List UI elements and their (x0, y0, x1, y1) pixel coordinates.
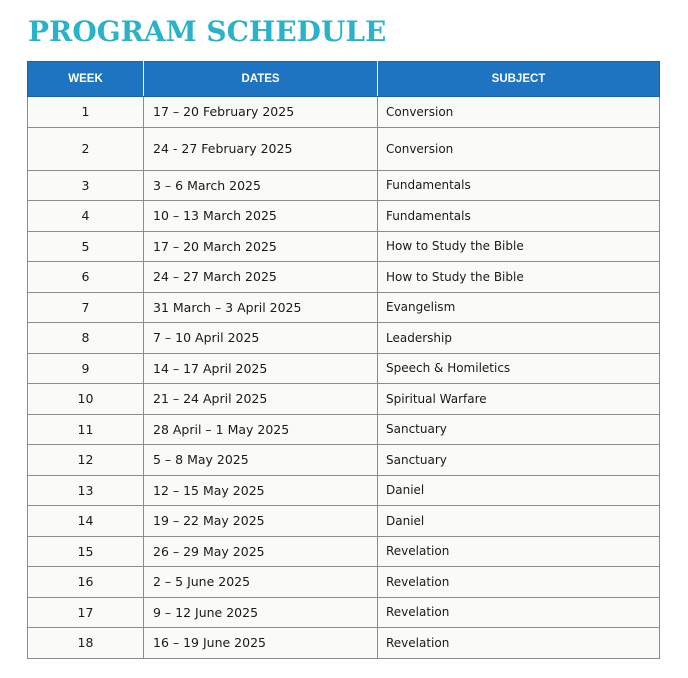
week-cell: 3 (28, 170, 144, 201)
week-cell: 5 (28, 231, 144, 262)
table-row (28, 475, 660, 506)
dates-cell: 17 – 20 March 2025 (144, 231, 378, 262)
dates-cell: 3 – 6 March 2025 (144, 170, 378, 201)
dates-cell: 26 – 29 May 2025 (144, 536, 378, 567)
table-row (28, 231, 660, 262)
dates-cell: 5 – 8 May 2025 (144, 445, 378, 476)
page-title: PROGRAM SCHEDULE (28, 15, 387, 48)
subject-cell: How to Study the Bible (378, 231, 660, 262)
table-row (28, 414, 660, 445)
table-row (28, 201, 660, 232)
week-cell: 8 (28, 323, 144, 354)
table-row (28, 628, 660, 659)
subject-cell: Conversion (378, 127, 660, 170)
subject-cell: Revelation (378, 567, 660, 598)
subject-cell: Sanctuary (378, 445, 660, 476)
table-row (28, 445, 660, 476)
dates-cell: 14 – 17 April 2025 (144, 353, 378, 384)
subject-cell: Leadership (378, 323, 660, 354)
dates-cell: 31 March – 3 April 2025 (144, 292, 378, 323)
table-row (28, 262, 660, 293)
table-row (28, 127, 660, 170)
table-row (28, 292, 660, 323)
week-cell: 17 (28, 597, 144, 628)
table-row (28, 536, 660, 567)
column-header-dates: DATES (144, 62, 378, 97)
week-cell: 12 (28, 445, 144, 476)
table-row (28, 97, 660, 128)
table-row (28, 384, 660, 415)
week-cell: 1 (28, 97, 144, 128)
week-cell: 4 (28, 201, 144, 232)
week-cell: 15 (28, 536, 144, 567)
table-row (28, 567, 660, 598)
dates-cell: 16 – 19 June 2025 (144, 628, 378, 659)
schedule-table-header (28, 62, 660, 97)
table-row (28, 353, 660, 384)
header-row (28, 62, 660, 97)
dates-cell: 17 – 20 February 2025 (144, 97, 378, 128)
week-cell: 11 (28, 414, 144, 445)
week-cell: 7 (28, 292, 144, 323)
week-cell: 16 (28, 567, 144, 598)
week-cell: 14 (28, 506, 144, 537)
subject-cell: Sanctuary (378, 414, 660, 445)
subject-cell: How to Study the Bible (378, 262, 660, 293)
dates-cell: 7 – 10 April 2025 (144, 323, 378, 354)
dates-cell: 12 – 15 May 2025 (144, 475, 378, 506)
week-cell: 10 (28, 384, 144, 415)
schedule-table-body (28, 97, 660, 659)
dates-cell: 9 – 12 June 2025 (144, 597, 378, 628)
dates-cell: 2 – 5 June 2025 (144, 567, 378, 598)
table-row (28, 506, 660, 537)
dates-cell: 24 – 27 March 2025 (144, 262, 378, 293)
week-cell: 18 (28, 628, 144, 659)
table-row (28, 323, 660, 354)
subject-cell: Revelation (378, 597, 660, 628)
table-row (28, 597, 660, 628)
week-cell: 13 (28, 475, 144, 506)
subject-cell: Fundamentals (378, 201, 660, 232)
subject-cell: Daniel (378, 506, 660, 537)
subject-cell: Fundamentals (378, 170, 660, 201)
dates-cell: 19 – 22 May 2025 (144, 506, 378, 537)
week-cell: 6 (28, 262, 144, 293)
dates-cell: 10 – 13 March 2025 (144, 201, 378, 232)
subject-cell: Revelation (378, 536, 660, 567)
subject-cell: Speech & Homiletics (378, 353, 660, 384)
subject-cell: Evangelism (378, 292, 660, 323)
table-row (28, 170, 660, 201)
subject-cell: Spiritual Warfare (378, 384, 660, 415)
dates-cell: 28 April – 1 May 2025 (144, 414, 378, 445)
week-cell: 2 (28, 127, 144, 170)
column-header-subject: SUBJECT (378, 62, 660, 97)
subject-cell: Revelation (378, 628, 660, 659)
dates-cell: 21 – 24 April 2025 (144, 384, 378, 415)
subject-cell: Conversion (378, 97, 660, 128)
dates-cell: 24 - 27 February 2025 (144, 127, 378, 170)
schedule-table (27, 61, 660, 659)
week-cell: 9 (28, 353, 144, 384)
subject-cell: Daniel (378, 475, 660, 506)
column-header-week: WEEK (28, 62, 144, 97)
